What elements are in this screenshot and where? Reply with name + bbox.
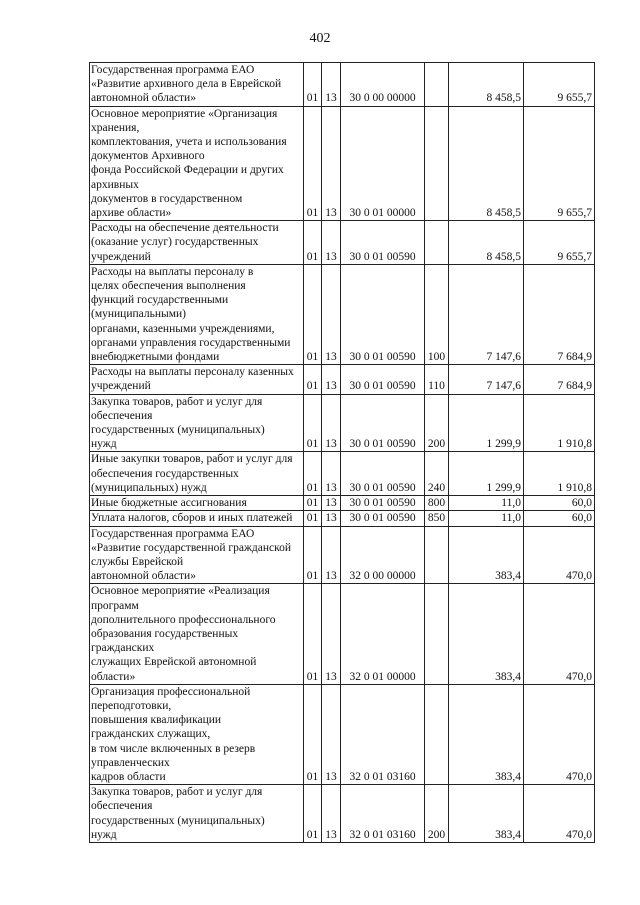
item-name-line: автономной области» [91, 570, 196, 583]
item-name-line: Расходы на выплаты персоналу в [91, 265, 254, 278]
razdel-cell: 01 [304, 221, 322, 265]
item-name-cell [90, 365, 304, 394]
expense-type-cell [425, 684, 449, 784]
razdel-cell: 01 [304, 511, 322, 526]
razdel-cell: 01 [304, 496, 322, 511]
item-name-line: органами, казенными учреждениями, [91, 322, 275, 335]
table-row [90, 511, 595, 526]
amount-1-cell: 11,0 [449, 511, 524, 526]
amount-1-cell: 383,4 [449, 684, 524, 784]
item-name-line: «Развитие государственной гражданской [91, 541, 292, 554]
expense-type-cell [425, 63, 449, 107]
expense-type-cell: 100 [425, 264, 449, 364]
podrazdel-cell: 13 [322, 684, 341, 784]
expense-type-cell [425, 526, 449, 584]
item-name-line: документов в государственном [91, 192, 243, 205]
podrazdel-cell: 13 [322, 785, 341, 843]
amount-2-cell: 470,0 [524, 785, 595, 843]
razdel-cell: 01 [304, 684, 322, 784]
item-name-line: Расходы на выплаты персоналу казенных [91, 366, 294, 379]
podrazdel-cell: 13 [322, 264, 341, 364]
table-row [90, 526, 595, 584]
table-row [90, 365, 595, 394]
budget-table [89, 62, 595, 843]
target-article-cell: 30 0 01 00590 [341, 511, 425, 526]
item-name-line: области» [91, 670, 136, 683]
razdel-cell: 01 [304, 264, 322, 364]
podrazdel-cell: 13 [322, 526, 341, 584]
item-name-line: Организация профессиональной переподготовки, [91, 685, 251, 712]
item-name-line: службы Еврейской [91, 555, 184, 568]
item-name-line: «Развитие архивного дела в Еврейской [91, 78, 282, 91]
razdel-cell: 01 [304, 394, 322, 452]
amount-1-cell: 7 147,6 [449, 264, 524, 364]
table-row [90, 394, 595, 452]
table-body [90, 63, 595, 843]
amount-2-cell: 9 655,7 [524, 63, 595, 107]
target-article-cell: 32 0 01 03160 [341, 684, 425, 784]
amount-2-cell: 9 655,7 [524, 221, 595, 265]
razdel-cell: 01 [304, 452, 322, 496]
target-article-cell: 30 0 01 00590 [341, 221, 425, 265]
table-row [90, 106, 595, 221]
item-name-cell [90, 785, 304, 843]
item-name-line: целях обеспечения выполнения [91, 280, 246, 293]
razdel-cell: 01 [304, 106, 322, 221]
item-name-line: внебюджетными фондами [91, 351, 220, 364]
item-name-cell [90, 526, 304, 584]
table-row [90, 496, 595, 511]
podrazdel-cell: 13 [322, 221, 341, 265]
item-name-line: государственных (муниципальных) [91, 814, 265, 827]
amount-2-cell: 1 910,8 [524, 452, 595, 496]
item-name-line: Закупка товаров, работ и услуг для обеспечения [91, 786, 263, 813]
item-name-line: Государственная программа ЕАО [91, 527, 255, 540]
item-name-cell [90, 452, 304, 496]
item-name-line: Основное мероприятие «Реализация программ [91, 585, 270, 612]
podrazdel-cell: 13 [322, 452, 341, 496]
podrazdel-cell: 13 [322, 394, 341, 452]
podrazdel-cell: 13 [322, 106, 341, 221]
item-name-line: комплектования, учета и использования [91, 136, 287, 149]
item-name-line: Уплата налогов, сборов и иных платежей [91, 512, 293, 525]
item-name-line: служащих Еврейской автономной [91, 656, 257, 669]
podrazdel-cell: 13 [322, 365, 341, 394]
target-article-cell: 30 0 01 00590 [341, 496, 425, 511]
amount-2-cell: 470,0 [524, 584, 595, 684]
item-name-line: обеспечения государственных [91, 467, 239, 480]
amount-1-cell: 8 458,5 [449, 63, 524, 107]
item-name-line: Иные бюджетные ассигнования [91, 497, 247, 510]
razdel-cell: 01 [304, 526, 322, 584]
amount-1-cell: 8 458,5 [449, 106, 524, 221]
table-row [90, 221, 595, 265]
amount-2-cell: 470,0 [524, 526, 595, 584]
item-name-line: образования государственных гражданских [91, 627, 239, 655]
table-row [90, 584, 595, 684]
item-name-line: государственных (муниципальных) [91, 424, 265, 437]
item-name-line: учреждений [91, 250, 151, 263]
target-article-cell: 30 0 01 00590 [341, 264, 425, 364]
table-row [90, 684, 595, 784]
expense-type-cell: 850 [425, 511, 449, 526]
item-name-line: Иные закупки товаров, работ и услуг для [91, 453, 293, 466]
amount-2-cell: 7 684,9 [524, 365, 595, 394]
page-number: 402 [309, 31, 331, 46]
item-name-line: дополнительного профессионального [91, 613, 276, 626]
target-article-cell: 30 0 01 00000 [341, 106, 425, 221]
amount-2-cell: 470,0 [524, 684, 595, 784]
razdel-cell: 01 [304, 785, 322, 843]
item-name-line: повышения квалификации [91, 714, 222, 727]
amount-1-cell: 383,4 [449, 584, 524, 684]
item-name-line: архиве области» [91, 207, 172, 220]
expense-type-cell [425, 221, 449, 265]
amount-1-cell: 1 299,9 [449, 452, 524, 496]
item-name-line: Закупка товаров, работ и услуг для обеспечения [91, 395, 263, 422]
item-name-line: автономной области» [91, 92, 196, 105]
target-article-cell: 30 0 01 00590 [341, 365, 425, 394]
item-name-line: нужд [91, 438, 117, 451]
item-name-cell [90, 584, 304, 684]
amount-2-cell: 7 684,9 [524, 264, 595, 364]
item-name-cell [90, 63, 304, 107]
razdel-cell: 01 [304, 584, 322, 684]
target-article-cell: 32 0 01 00000 [341, 584, 425, 684]
table-row [90, 63, 595, 107]
item-name-cell [90, 511, 304, 526]
amount-1-cell: 383,4 [449, 526, 524, 584]
item-name-line: Основное мероприятие «Организация хранения, [91, 107, 278, 134]
target-article-cell: 30 0 01 00590 [341, 452, 425, 496]
target-article-cell: 30 0 00 00000 [341, 63, 425, 107]
expense-type-cell: 110 [425, 365, 449, 394]
target-article-cell: 32 0 01 03160 [341, 785, 425, 843]
item-name-line: гражданских служащих, [91, 728, 211, 741]
table-row [90, 452, 595, 496]
amount-2-cell: 9 655,7 [524, 106, 595, 221]
expense-type-cell [425, 106, 449, 221]
razdel-cell: 01 [304, 365, 322, 394]
amount-1-cell: 11,0 [449, 496, 524, 511]
item-name-line: кадров области [91, 770, 166, 783]
expense-type-cell [425, 584, 449, 684]
item-name-line: учреждений [91, 380, 151, 393]
item-name-line: функций государственными [91, 294, 229, 307]
podrazdel-cell: 13 [322, 511, 341, 526]
item-name-cell [90, 394, 304, 452]
podrazdel-cell: 13 [322, 496, 341, 511]
amount-1-cell: 7 147,6 [449, 365, 524, 394]
amount-1-cell: 1 299,9 [449, 394, 524, 452]
item-name-line: органами управления государственными [91, 336, 291, 349]
amount-1-cell: 383,4 [449, 785, 524, 843]
amount-1-cell: 8 458,5 [449, 221, 524, 265]
item-name-line: в том числе включенных в резерв управленческих [91, 742, 256, 769]
podrazdel-cell: 13 [322, 63, 341, 107]
item-name-line: фонда Российской Федерации и других архивных [91, 164, 284, 191]
item-name-line: Государственная программа ЕАО [91, 64, 255, 76]
podrazdel-cell: 13 [322, 584, 341, 684]
item-name-line: нужд [91, 828, 117, 841]
razdel-cell: 01 [304, 63, 322, 107]
amount-2-cell: 60,0 [524, 496, 595, 511]
item-name-cell [90, 221, 304, 265]
expense-type-cell: 240 [425, 452, 449, 496]
amount-2-cell: 60,0 [524, 511, 595, 526]
item-name-line: (муниципальными) [91, 308, 186, 321]
table-row [90, 785, 595, 843]
item-name-cell [90, 684, 304, 784]
item-name-line: документов Архивного [91, 150, 205, 163]
target-article-cell: 32 0 00 00000 [341, 526, 425, 584]
item-name-cell [90, 106, 304, 221]
expense-type-cell: 200 [425, 394, 449, 452]
item-name-line: (оказание услуг) государственных [91, 236, 259, 249]
expense-type-cell: 200 [425, 785, 449, 843]
target-article-cell: 30 0 01 00590 [341, 394, 425, 452]
table-row [90, 264, 595, 364]
expense-type-cell: 800 [425, 496, 449, 511]
item-name-cell [90, 264, 304, 364]
item-name-line: Расходы на обеспечение деятельности [91, 222, 279, 235]
item-name-line: (муниципальных) нужд [91, 481, 207, 494]
item-name-cell [90, 496, 304, 511]
amount-2-cell: 1 910,8 [524, 394, 595, 452]
